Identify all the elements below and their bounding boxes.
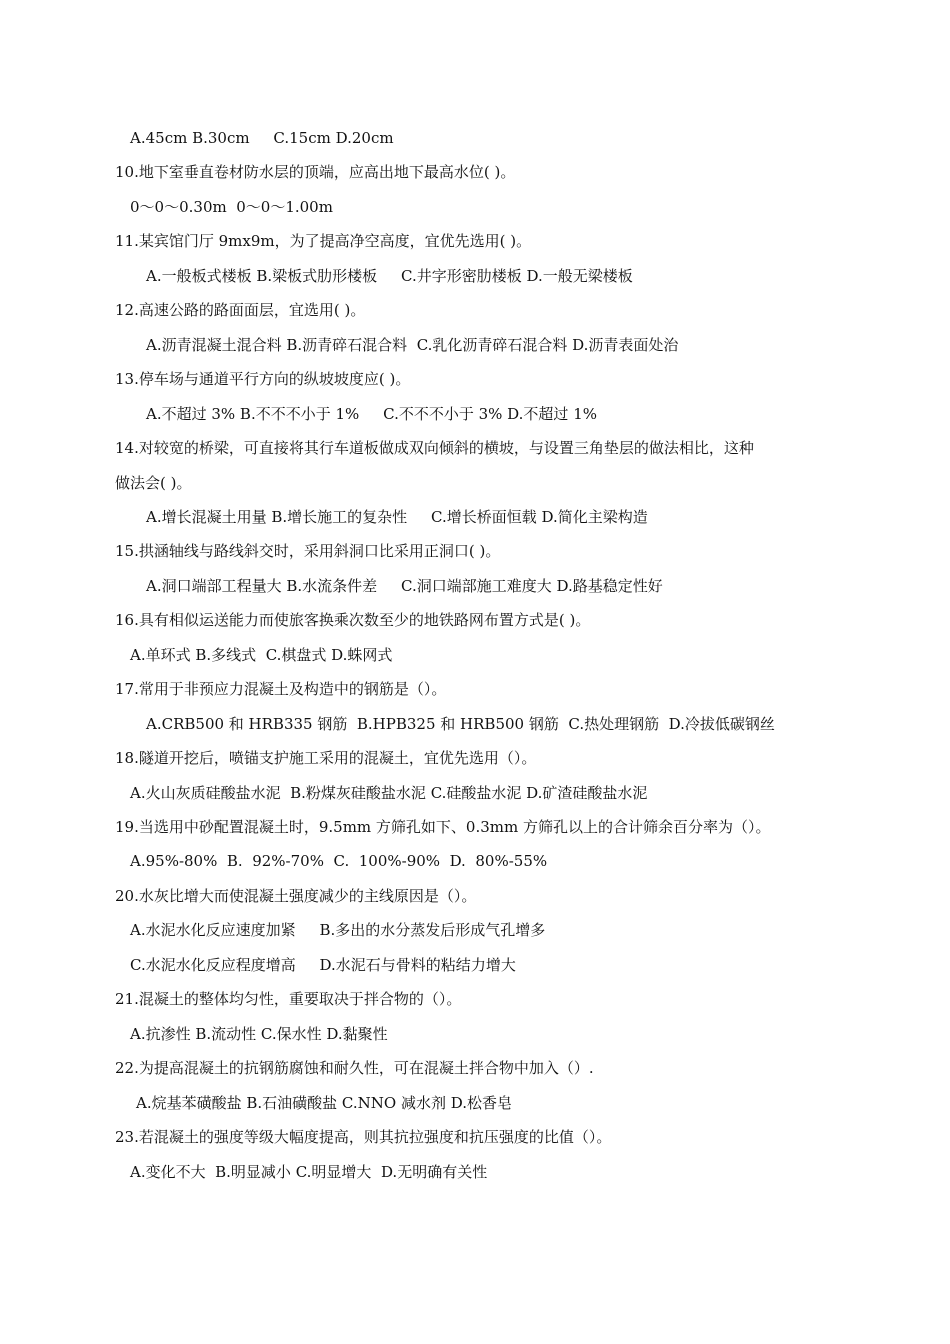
text-line: 17.常用于非预应力混凝土及构造中的钢筋是（）。 — [115, 680, 447, 699]
text-line: A.水泥水化反应速度加紧 B.多出的水分蒸发后形成气孔增多 — [130, 921, 546, 940]
text-line: A.变化不大 B.明显减小 C.明显增大 D.无明确有关性 — [130, 1162, 488, 1181]
text-line: 12.高速公路的路面面层，宜选用( )。 — [115, 301, 366, 320]
text-line: A.抗渗性 B.流动性 C.保水性 D.黏聚性 — [130, 1024, 388, 1043]
text-line: 15.拱涵轴线与路线斜交时，采用斜洞口比采用正洞口( )。 — [115, 542, 501, 561]
text-line: 11.某宾馆门厅 9mx9m，为了提高净空高度，宜优先选用( )。 — [115, 232, 532, 251]
text-line: 16.具有相似运送能力而使旅客换乘次数至少的地铁路网布置方式是( )。 — [115, 611, 591, 630]
text-line: A.洞口端部工程量大 B.水流条件差 C.洞口端部施工难度大 D.路基稳定性好 — [146, 576, 663, 595]
text-line: 20.水灰比增大而使混凝土强度减少的主线原因是（）。 — [115, 886, 477, 905]
text-line: 0～0～0.30m 0～0～1.00m — [130, 197, 333, 216]
text-line: A.CRB500 和 HRB335 钢筋 B.HPB325 和 HRB500 钢筋 C.热处理钢筋 D.冷拔低碳钢丝 — [146, 714, 775, 733]
text-line: A.烷基苯磺酸盐 B.石油磺酸盐 C.NNO 减水剂 D.松香皂 — [136, 1093, 512, 1112]
text-line: 10.地下室垂直卷材防水层的顶端，应高出地下最高水位( )。 — [115, 163, 516, 182]
text-line: A.45cm B.30cm C.15cm D.20cm — [130, 129, 394, 147]
text-line: A.95%-80% B. 92%-70% C. 100%-90% D. 80%-55% — [130, 852, 548, 871]
text-line: 19.当选用中砂配置混凝土时，9.5mm 方筛孔如下、0.3mm 方筛孔以上的合计筛余百分率为（）。 — [115, 818, 771, 836]
text-line: 做法会( )。 — [115, 473, 192, 492]
text-line: A.增长混凝土用量 B.增长施工的复杂性 C.增长桥面恒载 D.简化主梁构造 — [146, 507, 648, 526]
text-line: A.不超过 3% B.不不不小于 1% C.不不不小于 3% D.不超过 1% — [146, 404, 597, 423]
text-line: 22.为提高混凝土的抗钢筋腐蚀和耐久性，可在混凝土拌合物中加入（）. — [115, 1059, 594, 1078]
text-line: A.火山灰质硅酸盐水泥 B.粉煤灰硅酸盐水泥 C.硅酸盐水泥 D.矿渣硅酸盐水泥 — [130, 783, 648, 802]
text-line: A.单环式 B.多线式 C.棋盘式 D.蛛网式 — [130, 645, 393, 664]
text-line: A.一般板式楼板 B.梁板式肋形楼板 C.井字形密肋楼板 D.一般无梁楼板 — [146, 266, 633, 285]
text-line: A.沥青混凝土混合料 B.沥青碎石混合料 C.乳化沥青碎石混合料 D.沥青表面处治 — [146, 335, 679, 354]
text-line: C.水泥水化反应程度增高 D.水泥石与骨料的粘结力增大 — [130, 955, 516, 974]
text-line: 18.隧道开挖后，喷锚支护施工采用的混凝土，宜优先选用（）。 — [115, 749, 537, 768]
text-line: 23.若混凝土的强度等级大幅度提高，则其抗拉强度和抗压强度的比值（）。 — [115, 1128, 612, 1147]
text-line: 13.停车场与通道平行方向的纵坡坡度应( )。 — [115, 370, 411, 389]
text-line: 21.混凝土的整体均匀性，重要取决于拌合物的（）。 — [115, 990, 462, 1009]
text-line: 14.对较宽的桥梁，可直接将其行车道板做成双向倾斜的横坡，与设置三角垫层的做法相比，这种 — [115, 439, 754, 458]
